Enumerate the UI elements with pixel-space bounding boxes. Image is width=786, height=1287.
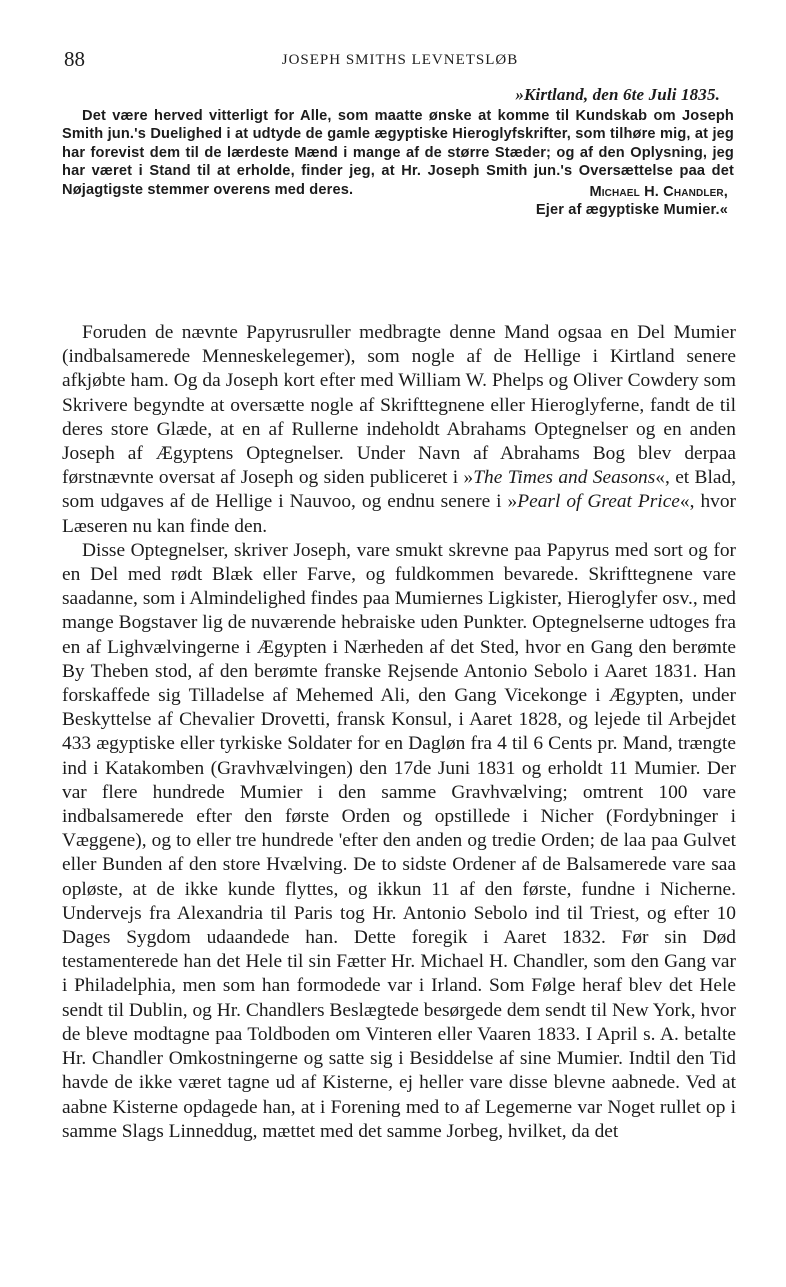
paragraph-1-text-b: «, et Blad, som udgaves af de Hellige i Nauvoo, og endnu senere i » xyxy=(62,467,737,513)
signature-title: Ejer af ægyptiske Mumier.« xyxy=(535,202,728,219)
paragraph-2: Disse Optegnelser, skriver Joseph, vare smukt skrevne paa Papyrus med sort og for en Del med rødt Blæk eller Farve, og fuldkommen bevarede. Skrifttegnene vare saadanne, som i Almindelighed findes paa Mumiernes Ligkister, Hieroglyfer osv., med mange Bogstaver lig de nuværende hebraiske uden Punkter. Optegnelserne udtoges fra en af Lighvælvingerne i Ægypten i Nærheden af det Sted, hvor en Gang den berømte By Theben stod, af den berømte franske Rejsende Antonio Sebolo i Aaret 1831. Han forskaffede sig Tilladelse af Mehemed Ali, den Gang Vicekonge i Ægypten, under Beskyttelse af Chevalier Drovetti, fransk Konsul, i Aaret 1828, og lejede til Arbejdet 433 ægyptiske eller tyrkiske Soldater for en Dagløn fra 4 til 6 Cents pr. Mand, trængte ind i Katakomben (Gravhvælvingen) den 17de Juni 1831 og erholdt 11 Mumier. Der var flere hundrede Mumier i den samme Gravhvælving; omtrent 100 vare indbalsamerede efter den første Orden og opstillede i Nicher (Fordybninger i Væggene), og to eller tre hundrede 'efter den anden og tredie Orden; de laa paa Gulvet eller Bunden af den store Hvælving. De to sidste Ordener af de Balsamerede vare saa opløste, at de ikke kunde flyttes, og ikkun 11 af den første, fundne i Nicherne. Undervejs fra Alexandria til Paris tog Hr. Antonio Sebolo ind til Triest, og efter 10 Dages Sygdom udaandede han. Dette foregik i Aaret 1832. Før sin Død testamenterede han det Hele til sin Fætter Hr. Michael H. Chandler, som den Gang var i Philadelphia, men som han formodede var i Irland. Som Følge heraf blev det Hele sendt til Dublin, og Hr. Chandlers Beslægtede besørgede dem sendt til New York, hvor de bleve modtagne paa Toldboden om Vinteren eller Vaaren 1833. I April s. A. betalte Hr. Chandler Omkostningerne og satte sig i Besiddelse af sine Mumier. Indtil den Tid havde de ikke været tagne ud af Kisterne, ej heller vare disse blevne aabnede. Ved at aabne Kisterne opdagede han, at i Forening med to af Legemerne var Noget rullet op i samme Slags Linneddug, mættet med det samme Jorbeg, hvilket, da det xyxy=(62,539,736,1142)
main-text xyxy=(62,321,736,1144)
paragraph-1-text-a: Foruden de nævnte Papyrusruller medbragte denne Mand ogsaa en Del Mumier (indbalsamerede Menneskelegemer), som nogle af de Hellige i Kirtland senere afkjøbte ham. Og da Joseph kort efter med William W. Phelps og Oliver Cowdery som Skrivere begyndte at oversætte nogle af Skrifttegnene eller Hieroglyferne, fandt de til deres store Glæde, at en af Rullerne indeholdt Abrahams Optegnelser og en anden Joseph af Ægyptens Optegnelser. Under Navn af Abrahams Bog blev derpaa førstnævnte oversat af Joseph og siden publiceret i » xyxy=(62,322,736,489)
page-number: 88 xyxy=(64,47,85,71)
letter-body: Det være herved vitterligt for Alle, som maatte ønske at komme til Kundskab om Joseph Smith jun.'s Duelighed i at udtyde de gamle ægyptiske Hieroglyfskrifter, som tilhøre mig, at jeg har forevist dem til de lærdeste Mænd i mange af de større Stæder; og af den Oplysning, jeg har været i Stand til at erholde, finder jeg, at Hr. Joseph Smith jun.'s Oversættelse paa det Nøjagtigste stemmer overens med deres. xyxy=(62,108,734,198)
quoted-letter xyxy=(62,84,734,220)
signature-name: Michael H. Chandler, xyxy=(589,184,728,201)
paragraph-1-text-c: «, hvor Læseren nu kan finde den. xyxy=(62,491,736,537)
letter-place-date: »Kirtland, den 6te Juli 1835. xyxy=(515,85,720,104)
book-title: Pearl of Great Price xyxy=(517,491,680,513)
newspaper-title: The Times and Seasons xyxy=(473,467,656,489)
paragraph-1 xyxy=(62,321,736,539)
running-title: JOSEPH SMITHS LEVNETSLØB xyxy=(281,52,519,68)
page-header xyxy=(64,46,736,72)
